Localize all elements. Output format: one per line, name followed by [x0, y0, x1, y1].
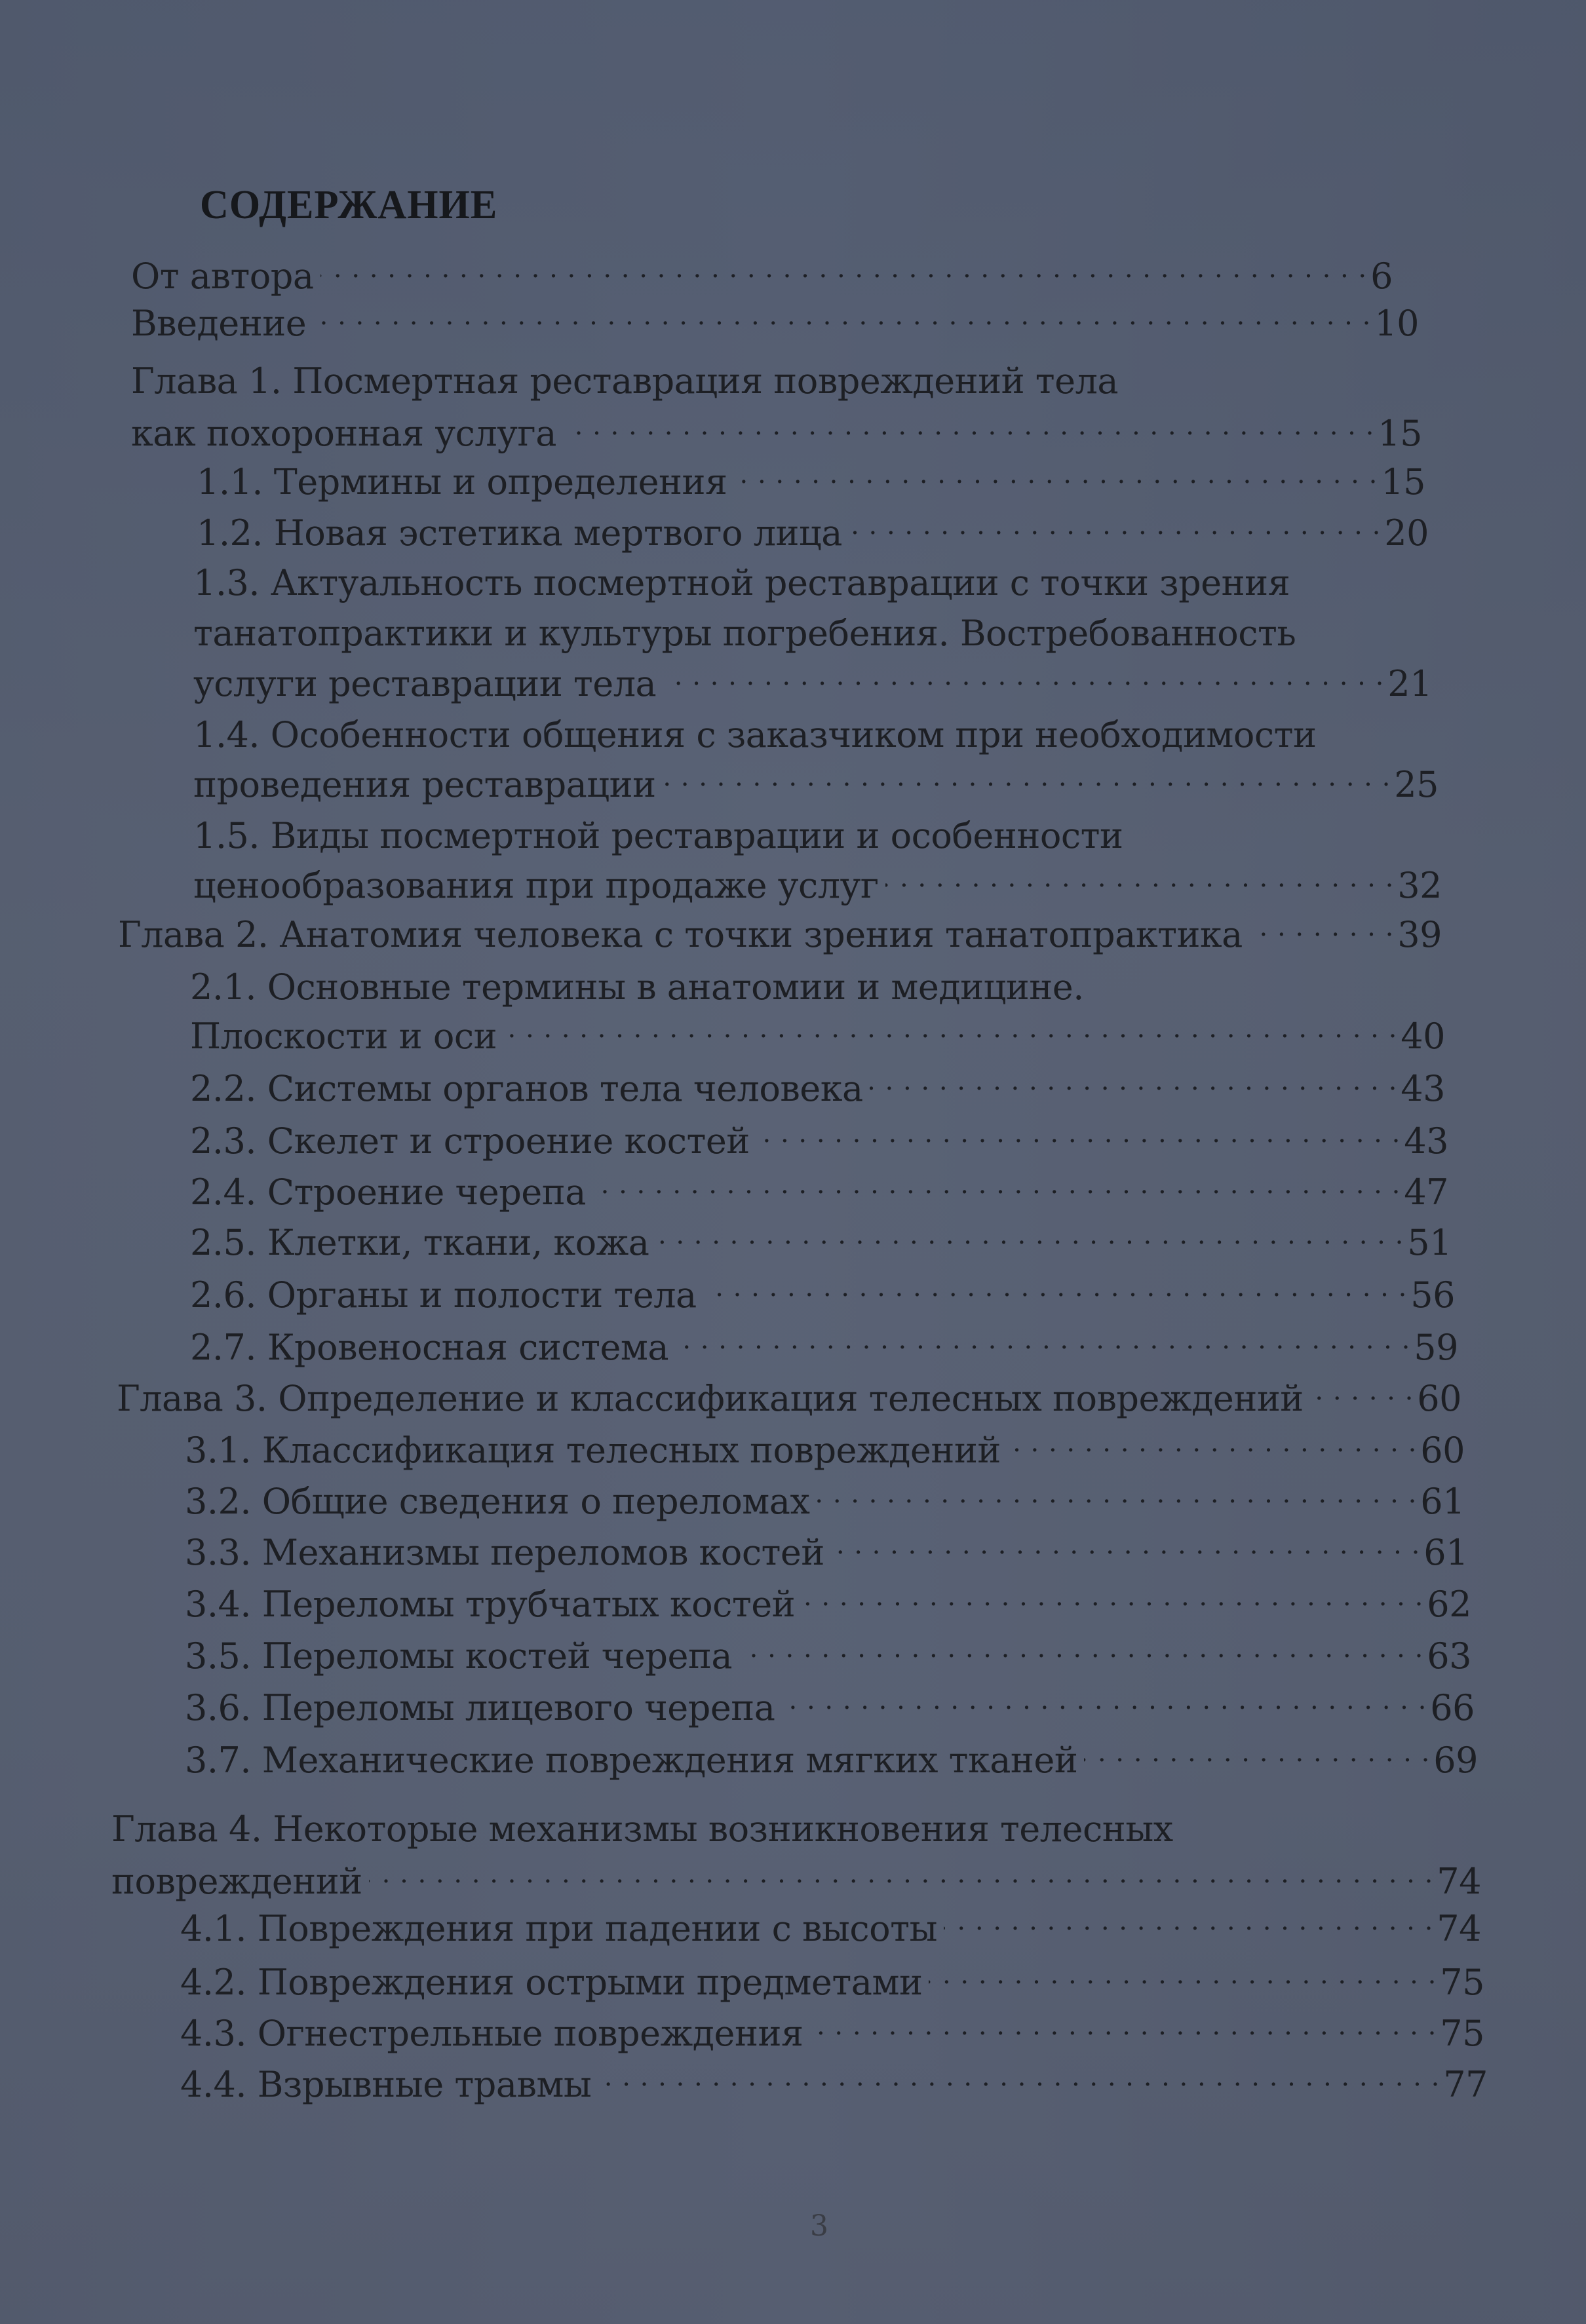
toc-entry-label: Глава 1. Посмертная реставрация повреждений тела: [131, 360, 1119, 402]
toc-entry-label: 4.1. Повреждения при падении с высоты: [180, 1908, 937, 1949]
toc-entry-continuation: [193, 556, 1429, 603]
toc-entry: [190, 1268, 1455, 1315]
toc-entry: [193, 657, 1432, 704]
toc-entry: [185, 1733, 1478, 1780]
toc-entry-label: 4.3. Огнестрельные повреждения: [180, 2013, 803, 2054]
dot-leader: [810, 2006, 1438, 2046]
toc-entry: [190, 1009, 1445, 1056]
dot-leader: [598, 2057, 1441, 2097]
toc-entry-continuation: [111, 1802, 1478, 1849]
dot-leader: [849, 506, 1382, 545]
dot-leader: [663, 657, 1385, 696]
toc-entry-label: 3.5. Переломы костей черепа: [185, 1635, 733, 1677]
dot-leader: [1310, 1371, 1414, 1411]
toc-entry: [185, 1681, 1475, 1728]
toc-entry-label: Плоскости и оси: [190, 1016, 497, 1057]
dot-leader: [592, 1165, 1401, 1204]
toc-entry-page: 32: [1397, 865, 1442, 906]
toc-entry-page: 56: [1410, 1274, 1455, 1316]
dot-leader: [675, 1320, 1411, 1360]
dot-leader: [320, 249, 1368, 288]
toc-entry-label: Введение: [131, 303, 307, 344]
toc-entry-label: 2.1. Основные термины в анатомии и медицине.: [190, 966, 1084, 1008]
toc-entry-page: 47: [1404, 1172, 1448, 1213]
toc-entry-page: 61: [1420, 1481, 1465, 1522]
toc-entry: [131, 296, 1419, 343]
toc-entry-page: 6: [1370, 256, 1393, 297]
toc-entry-page: 61: [1423, 1532, 1468, 1573]
toc-entry-label: как похоронная услуга: [131, 413, 556, 454]
toc-entry: [197, 455, 1425, 502]
toc-entry-label: 3.6. Переломы лицевого черепа: [185, 1687, 775, 1728]
toc-entry-label: 4.4. Взрывные травмы: [180, 2064, 592, 2105]
toc-entry-label: 3.1. Классификация телесных повреждений: [185, 1430, 1001, 1471]
toc-entry-label: 3.4. Переломы трубчатых костей: [185, 1584, 796, 1625]
toc-entry: [111, 1854, 1481, 1901]
toc-entry-continuation: [193, 606, 1429, 653]
toc-entry-page: 75: [1440, 2013, 1484, 2054]
toc-entry-continuation: [193, 809, 1429, 856]
dot-leader: [756, 1114, 1402, 1153]
toc-entry-label: 1.4. Особенности общения с заказчиком при необходимости: [193, 714, 1317, 755]
dot-leader: [870, 1061, 1399, 1101]
toc-entry: [185, 1577, 1471, 1624]
dot-leader: [655, 1215, 1404, 1255]
toc-entry-label: 3.2. Общие сведения о переломах: [185, 1481, 810, 1522]
dot-leader: [781, 1681, 1427, 1720]
toc-entry-label: 2.3. Скелет и строение костей: [190, 1120, 750, 1162]
toc-entry-page: 15: [1381, 461, 1425, 503]
toc-entry: [180, 2057, 1488, 2105]
toc-entry: [190, 1061, 1445, 1109]
toc-entry: [131, 249, 1393, 296]
toc-entry-label: 1.1. Термины и определения: [197, 461, 727, 503]
toc-entry: [180, 2006, 1484, 2053]
toc-entry-label: 1.3. Актуальность посмертной реставрации с точки зрения: [193, 562, 1290, 603]
toc-entry-page: 75: [1440, 1962, 1484, 2003]
toc-entry-page: 74: [1437, 1908, 1481, 1949]
dot-leader: [503, 1009, 1398, 1048]
dot-leader: [929, 1955, 1437, 1994]
dot-leader: [313, 296, 1372, 335]
toc-entry-label: 4.2. Повреждения острыми предметами: [180, 1962, 923, 2003]
toc-entry: [185, 1423, 1465, 1470]
toc-entry-label: 2.2. Системы органов тела человека: [190, 1068, 863, 1109]
toc-entry-label: Глава 4. Некоторые механизмы возникновения телесных: [111, 1808, 1173, 1850]
toc-entry: [193, 757, 1439, 805]
page-number: 3: [810, 2209, 828, 2243]
dot-leader: [944, 1901, 1434, 1941]
toc-entry-label: Глава 3. Определение и классификация телесных повреждений: [117, 1378, 1304, 1419]
toc-entry-page: 25: [1394, 764, 1439, 805]
toc-entry-page: 40: [1401, 1016, 1445, 1057]
dot-leader: [563, 406, 1375, 446]
toc-entry-page: 60: [1417, 1378, 1461, 1419]
toc-entry-page: 59: [1414, 1327, 1458, 1368]
toc-entry-page: 20: [1384, 512, 1429, 554]
toc-entry-page: 10: [1374, 303, 1419, 344]
toc-entry-page: 39: [1397, 914, 1442, 955]
toc-entry: [131, 406, 1422, 453]
toc-entry: [118, 907, 1442, 955]
toc-entry-page: 15: [1378, 413, 1422, 454]
toc-entry: [190, 1114, 1448, 1161]
dot-leader: [1084, 1733, 1431, 1772]
toc-entry-label: 1.2. Новая эстетика мертвого лица: [197, 512, 842, 554]
toc-entry-label: танатопрактики и культуры погребения. Востребованность: [193, 613, 1296, 654]
dot-leader: [369, 1854, 1434, 1894]
toc-entry-continuation: [131, 354, 1419, 401]
toc-entry-page: 77: [1443, 2064, 1488, 2105]
dot-leader: [703, 1268, 1408, 1307]
toc-entry-label: повреждений: [111, 1861, 362, 1902]
toc-entry-label: услуги реставрации тела: [193, 663, 657, 704]
dot-leader: [816, 1474, 1418, 1514]
toc-entry: [180, 1955, 1484, 2002]
toc-entry-page: 43: [1404, 1120, 1448, 1162]
dot-leader: [734, 455, 1379, 494]
toc-entry-label: 3.7. Механические повреждения мягких тканей: [185, 1740, 1078, 1781]
toc-entry: [117, 1371, 1461, 1419]
toc-entry: [180, 1901, 1481, 1949]
toc-entry-label: ценообразования при продаже услуг: [193, 865, 879, 906]
toc-entry-page: 74: [1437, 1861, 1481, 1902]
toc-entry: [193, 858, 1442, 905]
toc-entry: [197, 506, 1429, 553]
toc-entry-label: проведения реставрации: [193, 764, 656, 805]
toc-entry: [190, 1165, 1448, 1212]
toc-entry-label: 3.3. Механизмы переломов костей: [185, 1532, 824, 1573]
toc-entry-page: 60: [1420, 1430, 1465, 1471]
dot-leader: [802, 1577, 1424, 1616]
toc-entry-label: 2.6. Органы и полости тела: [190, 1274, 697, 1316]
dot-leader: [1249, 907, 1395, 947]
toc-entry-label: От автора: [131, 256, 314, 297]
toc-entry-page: 51: [1407, 1222, 1452, 1263]
toc-entry-label: 1.5. Виды посмертной реставрации и особенности: [193, 815, 1123, 856]
toc-entry: [185, 1474, 1465, 1521]
toc-entry-label: Глава 2. Анатомия человека с точки зрения танатопрактика: [118, 914, 1243, 955]
toc-entry: [185, 1525, 1468, 1572]
toc-entry-page: 21: [1387, 663, 1432, 704]
toc-entry-continuation: [190, 960, 1442, 1007]
toc-entry-label: 2.5. Клетки, ткани, кожа: [190, 1222, 649, 1263]
toc-entry: [185, 1629, 1471, 1676]
toc-entry-page: 43: [1401, 1068, 1445, 1109]
toc-entry: [190, 1320, 1458, 1367]
toc-entry-page: 69: [1433, 1740, 1478, 1781]
dot-leader: [1007, 1423, 1418, 1462]
toc-title: СОДЕРЖАНИЕ: [200, 183, 498, 227]
dot-leader: [831, 1525, 1421, 1565]
toc-entry-page: 63: [1427, 1635, 1471, 1677]
toc-entry: [190, 1215, 1452, 1263]
toc-entry-page: 62: [1427, 1584, 1471, 1625]
dot-leader: [739, 1629, 1424, 1668]
toc-entry-label: 2.4. Строение черепа: [190, 1172, 586, 1213]
toc-entry-continuation: [193, 708, 1429, 755]
toc-entry-label: 2.7. Кровеносная система: [190, 1327, 669, 1368]
toc-entry-page: 66: [1430, 1687, 1475, 1728]
dot-leader: [885, 858, 1395, 898]
dot-leader: [663, 757, 1392, 797]
